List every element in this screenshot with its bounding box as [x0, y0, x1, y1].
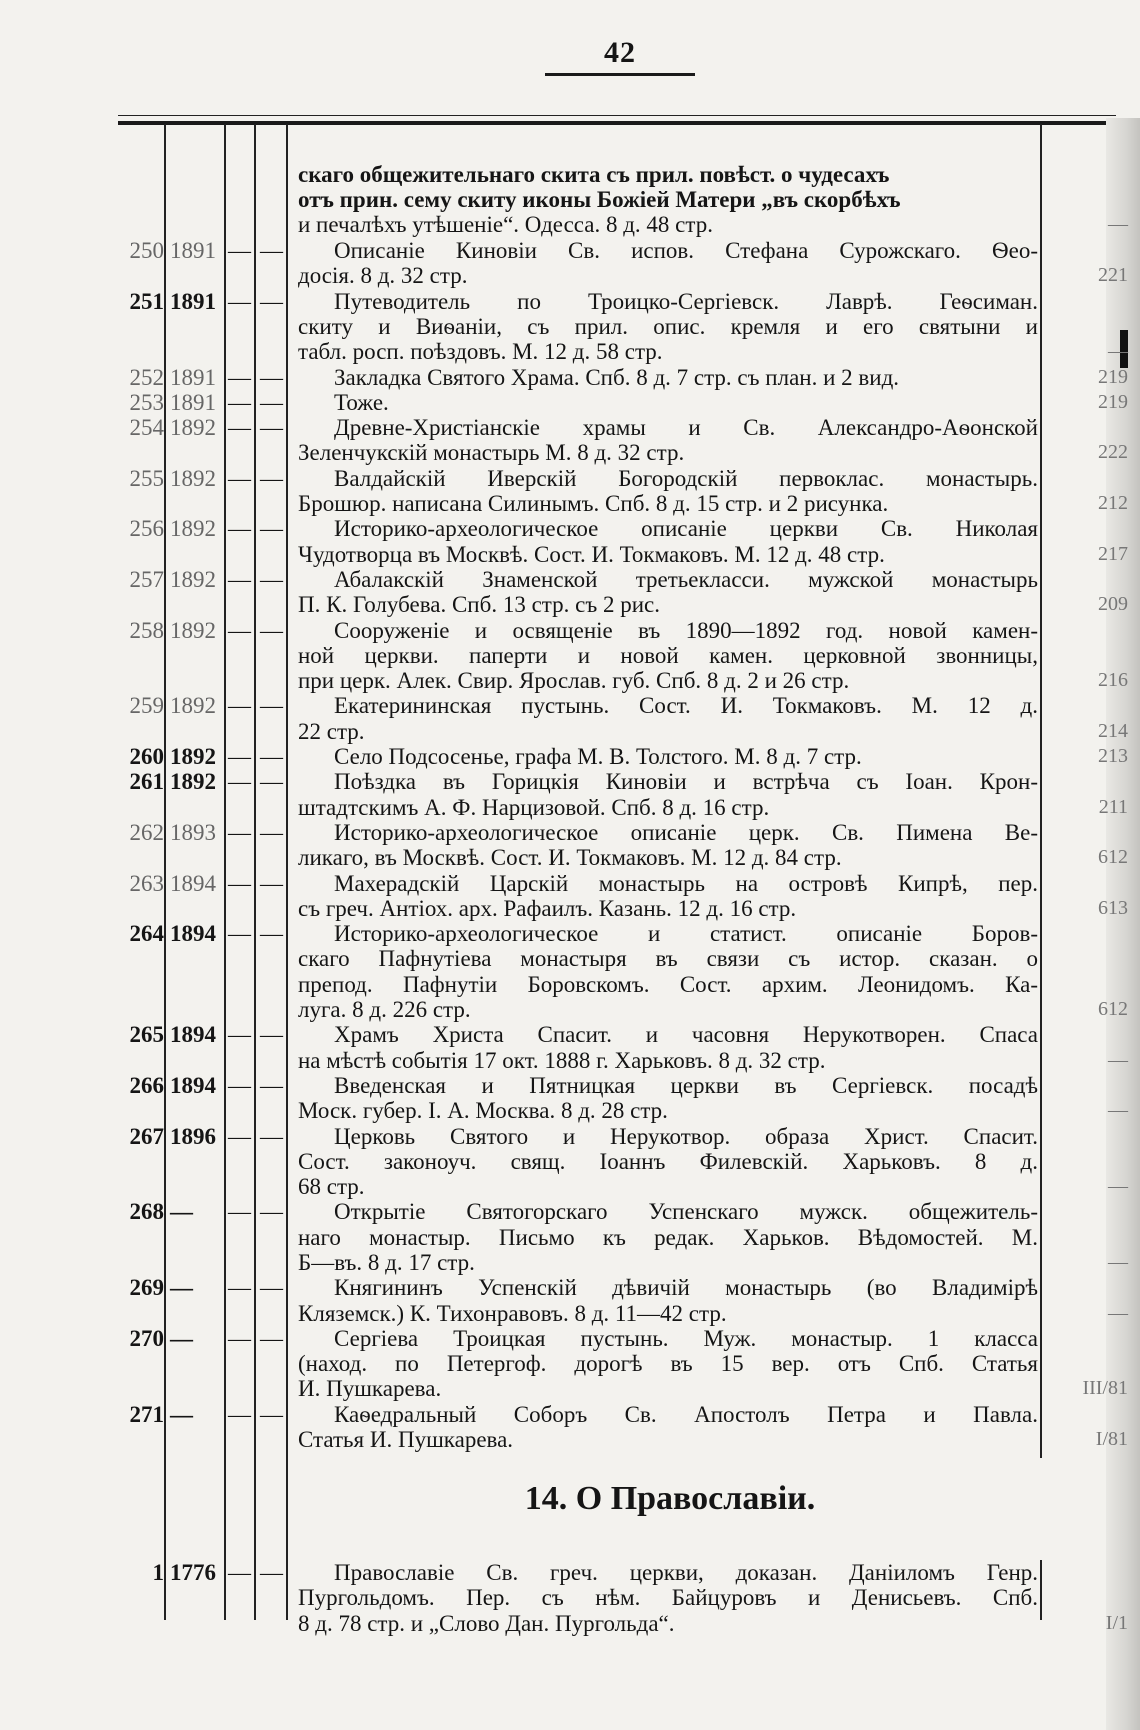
entry-text-line: луга. 8 д. 226 стр. — [298, 996, 471, 1022]
catalog-entry — [118, 566, 1128, 618]
entry-dash: — — [260, 870, 283, 896]
entry-text-line: Церковь Святого и Нерукотвор. образа Христ. Спасит. — [334, 1123, 1038, 1149]
entry-number: 268 — [129, 1199, 164, 1225]
entry-text-line: ликаго, въ Москвѣ. Сост. И. Токмаковъ. М. 12 д. 84 стр. — [298, 845, 842, 871]
entry-number: 261 — [129, 769, 164, 795]
entry-text-line: на мѣстѣ событія 17 окт. 1888 г. Харьковъ. 8 д. 32 стр. — [298, 1047, 826, 1073]
catalog-entry — [118, 1199, 1128, 1275]
entry-number: 253 — [129, 389, 164, 415]
entry-dash: — — [260, 1560, 283, 1585]
entry-dash: — — [260, 617, 283, 643]
entry-text — [298, 744, 1038, 769]
entry-year: 1896 — [170, 1123, 216, 1149]
entry-text-line: Каѳедральный Соборъ Св. Апостолъ Петра и Павла. — [334, 1401, 1038, 1427]
entry-text-line: 22 стр. — [298, 718, 365, 744]
entry-text-line: Введенская и Пятницкая церкви въ Сергіевск. посадѣ — [334, 1072, 1038, 1098]
entry-year: 1891 — [170, 389, 216, 415]
entry-dash: — — [260, 769, 283, 795]
entry-text — [298, 871, 1038, 922]
entry-text — [298, 618, 1038, 694]
entry-number: 267 — [129, 1123, 164, 1149]
entry-number: 250 — [129, 238, 164, 263]
entry-dash: — — [228, 1560, 251, 1585]
entry-dash: — — [228, 415, 251, 441]
entry-reference: 219 — [1098, 390, 1128, 413]
entry-text — [298, 820, 1038, 871]
entry-dash: — — [260, 389, 283, 415]
entry-text-line: Чудотворца въ Москвѣ. Сост. И. Токмаковъ. М. 12 д. 48 стр. — [298, 541, 885, 567]
entry-dash: — — [228, 921, 251, 947]
entry-number: 262 — [129, 819, 164, 845]
entry-dash: — — [228, 744, 251, 769]
catalog-entry — [118, 693, 1128, 744]
entry-text-line: Храмъ Христа Спасит. и часовня Нерукотворен. Спаса — [334, 1022, 1038, 1048]
entry-text — [298, 567, 1038, 618]
entry-text-line: Сергіева Троицкая пустынь. Муж. монастыр. 1 класса — [334, 1325, 1038, 1351]
entry-text-line: ной церкви. паперти и новой камен. церковной звонницы, — [298, 642, 1038, 668]
catalog-entry — [118, 364, 1128, 390]
entry-reference: — — [1108, 1250, 1128, 1273]
entry-year: — — [170, 1275, 193, 1301]
entry-reference: — — [1108, 1099, 1128, 1122]
entry-reference: 219 — [1098, 365, 1128, 388]
entry-year: 1891 — [170, 288, 216, 314]
catalog-entry — [118, 1560, 1128, 1636]
entry-text-line: Валдайскій Иверскій Богородскій первоклас. монастырь. — [334, 465, 1038, 491]
entry-text-line: Сост. законоуч. свящ. Іоаннъ Филевскій. Харьковъ. 8 д. — [298, 1148, 1038, 1174]
catalog-entry — [118, 238, 1128, 289]
entry-text-line: Кляземск.) К. Тихонравовъ. 8 д. 11—42 стр. — [298, 1300, 727, 1326]
entry-dash: — — [228, 617, 251, 643]
entry-text — [298, 1199, 1038, 1275]
entry-text-line: штадтскимъ А. Ф. Нарцизовой. Спб. 8 д. 16 стр. — [298, 794, 770, 820]
entry-year: 1893 — [170, 819, 216, 845]
entry-reference: — — [1108, 1048, 1128, 1071]
entry-reference: 613 — [1098, 896, 1128, 919]
entry-text-line: Древне-Христіанскіе храмы и Св. Александро-Аѳонской — [334, 415, 1038, 441]
entry-year: 1776 — [170, 1560, 216, 1585]
entry-dash: — — [260, 566, 283, 592]
entry-text-line: Историко-археологическое описаніе церк. Св. Пимена Ве- — [334, 819, 1038, 845]
entry-text-line: Путеводитель по Троицко-Сергіевск. Лаврѣ. Геѳсиман. — [334, 288, 1038, 314]
entry-year: 1892 — [170, 744, 216, 769]
entry-number: 263 — [129, 870, 164, 896]
catalog-entry — [118, 1072, 1128, 1124]
entry-dash: — — [228, 769, 251, 795]
entry-dash: — — [260, 1275, 283, 1301]
catalog-entry — [118, 516, 1128, 567]
entry-number: 271 — [129, 1401, 164, 1427]
entry-text-line: Историко-археологическое и статист. описаніе Боров- — [334, 921, 1038, 947]
entry-dash: — — [228, 1072, 251, 1098]
entry-reference: — — [1108, 1301, 1128, 1324]
entry-text-line: Екатерининская пустынь. Сост. И. Токмаковъ. М. 12 д. — [334, 693, 1038, 719]
entry-year: 1892 — [170, 516, 216, 542]
entry-dash: — — [260, 465, 283, 491]
catalog-entry — [118, 288, 1128, 365]
entry-dash: — — [228, 465, 251, 491]
entry-year: — — [170, 1401, 193, 1427]
entry-dash: — — [260, 693, 283, 719]
entry-number: 265 — [129, 1022, 164, 1048]
entry-text-line: скиту и Виѳаніи, съ прил. опис. кремля и его святыни и — [298, 313, 1038, 339]
catalog-entry — [118, 1401, 1128, 1453]
entry-reference: 213 — [1098, 745, 1128, 767]
entry-year: 1892 — [170, 617, 216, 643]
entry-text — [298, 1124, 1038, 1200]
entry-text — [298, 1402, 1038, 1453]
entry-text-line: Описаніе Киновіи Св. испов. Стефана Сурожскаго. Ѳео- — [334, 238, 1038, 263]
entry-text — [298, 1275, 1038, 1326]
entry-year: 1894 — [170, 870, 216, 896]
entry-year: 1894 — [170, 1072, 216, 1098]
catalog-entry — [118, 389, 1128, 415]
entry-dash: — — [260, 1401, 283, 1427]
entry-text — [298, 769, 1038, 820]
entry-dash: — — [260, 415, 283, 441]
continuation-line: и печалѣхъ утѣшеніе“. Одесса. 8 д. 48 стр. — [298, 212, 713, 237]
entry-text — [298, 466, 1038, 517]
entry-text — [298, 390, 1038, 415]
entry-dash: — — [228, 364, 251, 390]
entry-dash: — — [260, 1022, 283, 1048]
entry-text — [298, 415, 1038, 466]
catalog-entry — [118, 870, 1128, 922]
entry-number: 251 — [129, 288, 164, 314]
entry-dash: — — [260, 1072, 283, 1098]
entry-text-line: Закладка Святого Храма. Спб. 8 д. 7 стр. съ план. и 2 вид. — [334, 364, 900, 390]
entry-year: 1891 — [170, 364, 216, 390]
entry-text — [298, 516, 1038, 567]
catalog-entry — [118, 819, 1128, 871]
entry-text-line: Село Подсосенье, графа М. В. Толстого. М. 8 д. 7 стр. — [334, 744, 862, 769]
page-number-underline — [545, 73, 695, 76]
entry-number: 266 — [129, 1072, 164, 1098]
entry-dash: — — [260, 238, 283, 263]
entry-dash: — — [260, 364, 283, 390]
catalog-entry — [118, 744, 1128, 769]
entry-text — [298, 1326, 1038, 1402]
entry-number: 252 — [129, 364, 164, 390]
entry-reference: 211 — [1098, 795, 1128, 818]
entry-text-line: Пургольдомъ. Пер. съ нѣм. Байцуровъ и Денисьевъ. Спб. — [298, 1585, 1038, 1611]
entry-text — [298, 693, 1038, 744]
entry-dash: — — [260, 516, 283, 542]
catalog-entry — [118, 769, 1128, 820]
entry-text-line: препод. Пафнутіи Боровскомъ. Сост. архим. Леонидомъ. Ка- — [298, 971, 1038, 997]
entry-text-line: И. Пушкарева. — [298, 1376, 442, 1402]
entry-year: 1892 — [170, 769, 216, 795]
entry-number: 259 — [129, 693, 164, 719]
entry-text-line: Б—въ. 8 д. 17 стр. — [298, 1249, 475, 1275]
entry-text-line: П. К. Голубева. Спб. 13 стр. съ 2 рис. — [298, 592, 660, 618]
entry-reference: III/81 — [1082, 1377, 1128, 1400]
entry-dash: — — [260, 1199, 283, 1225]
entry-text-line: Статья И. Пушкарева. — [298, 1427, 514, 1453]
entry-text — [298, 1560, 1038, 1636]
entry-dash: — — [260, 288, 283, 314]
entry-text — [298, 289, 1038, 365]
entry-dash: — — [228, 389, 251, 415]
entry-number: 1 — [152, 1560, 164, 1585]
entry-reference: 612 — [1098, 846, 1128, 869]
entry-dash: — — [260, 819, 283, 845]
entry-text — [298, 1073, 1038, 1124]
catalog-entry — [118, 465, 1128, 517]
catalog-entry — [118, 921, 1128, 1022]
entry-number: 270 — [129, 1325, 164, 1351]
entry-text-line: Открытіе Святогорскаго Успенскаго мужск. общежитель- — [334, 1199, 1038, 1225]
entry-text-line: Сооруженіе и освященіе въ 1890—1892 год. новой камен- — [334, 617, 1038, 643]
entry-text-line: при церк. Алек. Свир. Ярослав. губ. Спб. 8 д. 2 и 26 стр. — [298, 668, 850, 694]
entry-text-line: съ греч. Антіох. арх. Рафаилъ. Казань. 12 д. 16 стр. — [298, 895, 797, 921]
entry-reference: 221 — [1098, 264, 1128, 287]
entry-dash: — — [228, 516, 251, 542]
entry-reference: I/81 — [1095, 1428, 1128, 1451]
entry-year: 1894 — [170, 921, 216, 947]
entry-reference: I/1 — [1105, 1611, 1128, 1634]
entry-number: 255 — [129, 465, 164, 491]
section-title: 14. О Православіи. — [524, 1480, 816, 1517]
entry-dash: — — [260, 921, 283, 947]
entry-year: 1892 — [170, 415, 216, 441]
entry-text-line: наго монастыр. Письмо къ редак. Харьков. Вѣдомостей. М. — [298, 1224, 1038, 1250]
entry-number: 269 — [129, 1275, 164, 1301]
continuation-line: скаго общежительнаго скита съ прил. повѣст. о чудесахъ — [298, 162, 890, 187]
entry-reference: — — [1108, 340, 1128, 363]
entry-reference: 612 — [1098, 997, 1128, 1020]
entry-year: 1892 — [170, 693, 216, 719]
entry-year: 1892 — [170, 465, 216, 491]
entry-dash: — — [228, 1123, 251, 1149]
continuation-line: отъ прин. сему скиту иконы Божіей Матери „въ скорбѣхъ — [298, 187, 901, 212]
entry-reference: 212 — [1098, 491, 1128, 514]
header-rule-thin — [118, 115, 1116, 116]
entry-dash: — — [228, 288, 251, 314]
entry-text-line: скаго Пафнутіева монастыря въ связи съ истор. сказан. о — [298, 946, 1038, 972]
entry-dash: — — [260, 1325, 283, 1351]
entry-text-line: Поѣздка въ Горицкія Киновіи и встрѣча съ Іоан. Крон- — [334, 769, 1038, 795]
catalog-entry — [118, 1123, 1128, 1200]
catalog-entry — [118, 617, 1128, 694]
entry-dash: — — [228, 1401, 251, 1427]
entry-text-line: 8 д. 78 стр. и „Слово Дан. Пургольда“. — [298, 1610, 675, 1636]
header-rule-thick — [118, 121, 1116, 125]
entry-dash: — — [228, 1199, 251, 1225]
entry-reference: 222 — [1098, 441, 1128, 464]
entry-text-line: 68 стр. — [298, 1174, 365, 1200]
entry-text-line: Историко-археологическое описаніе церкви Св. Николая — [334, 516, 1038, 542]
entry-dash: — — [228, 819, 251, 845]
entry-reference: 214 — [1098, 719, 1128, 742]
entry-text-line: (наход. по Петергоф. дорогѣ въ 15 вер. отъ Спб. Статья — [298, 1351, 1038, 1377]
entry-reference: 209 — [1098, 593, 1128, 616]
entry-year: — — [170, 1325, 193, 1351]
entry-number: 258 — [129, 617, 164, 643]
entry-number: 264 — [129, 921, 164, 947]
catalog-entry — [118, 1325, 1128, 1402]
entry-text-line: досія. 8 д. 32 стр. — [298, 263, 468, 289]
entry-dash: — — [228, 693, 251, 719]
entry-text — [298, 365, 1038, 390]
entry-reference: 216 — [1098, 669, 1128, 692]
entry-dash: — — [228, 870, 251, 896]
entry-dash: — — [228, 1022, 251, 1048]
entry-number: 260 — [129, 744, 164, 769]
catalog-entry — [118, 1022, 1128, 1073]
entry-year: 1891 — [170, 238, 216, 263]
entry-text-line: Тоже. — [334, 389, 389, 415]
entry-reference: 217 — [1098, 542, 1128, 565]
entry-text-line: Моск. губер. I. А. Москва. 8 д. 28 стр. — [298, 1098, 668, 1124]
entry-number: 256 — [129, 516, 164, 542]
entry-dash: — — [260, 744, 283, 769]
entry-text-line: Абалакскій Знаменской третьекласси. мужской монастырь — [334, 566, 1038, 592]
entry-text — [298, 238, 1038, 289]
entry-text-line: Зеленчукскій монастырь М. 8 д. 32 стр. — [298, 440, 685, 466]
entry-text-line: Брошюр. написана Силинымъ. Спб. 8 д. 15 стр. и 2 рисунка. — [298, 490, 889, 516]
entry-text-line: Православіе Св. греч. церкви, доказан. Даніиломъ Генр. — [334, 1560, 1038, 1585]
entry-reference: — — [1108, 1175, 1128, 1198]
entry-dash: — — [228, 238, 251, 263]
entry-dash: — — [228, 1275, 251, 1301]
entry-number: 254 — [129, 415, 164, 441]
entry-number: 257 — [129, 566, 164, 592]
entry-dash: — — [228, 1325, 251, 1351]
entry-dash: — — [260, 1123, 283, 1149]
entry-text — [298, 921, 1038, 1022]
entry-text-line: Махерадскій Царскій монастырь на островѣ Кипрѣ, пер. — [334, 870, 1038, 896]
entry-year: 1892 — [170, 566, 216, 592]
entry-text-line: табл. росп. поѣздовъ. М. 12 д. 58 стр. — [298, 339, 663, 365]
page-number: 42 — [604, 36, 636, 69]
entry-text-line: Княгининъ Успенскій дѣвичій монастырь (во Владимірѣ — [334, 1275, 1038, 1301]
catalog-entry — [118, 1275, 1128, 1326]
entry-text — [298, 1022, 1038, 1073]
entry-year: — — [170, 1199, 193, 1225]
entry-dash: — — [228, 566, 251, 592]
entry-year: 1894 — [170, 1022, 216, 1048]
catalog-entry — [118, 415, 1128, 466]
